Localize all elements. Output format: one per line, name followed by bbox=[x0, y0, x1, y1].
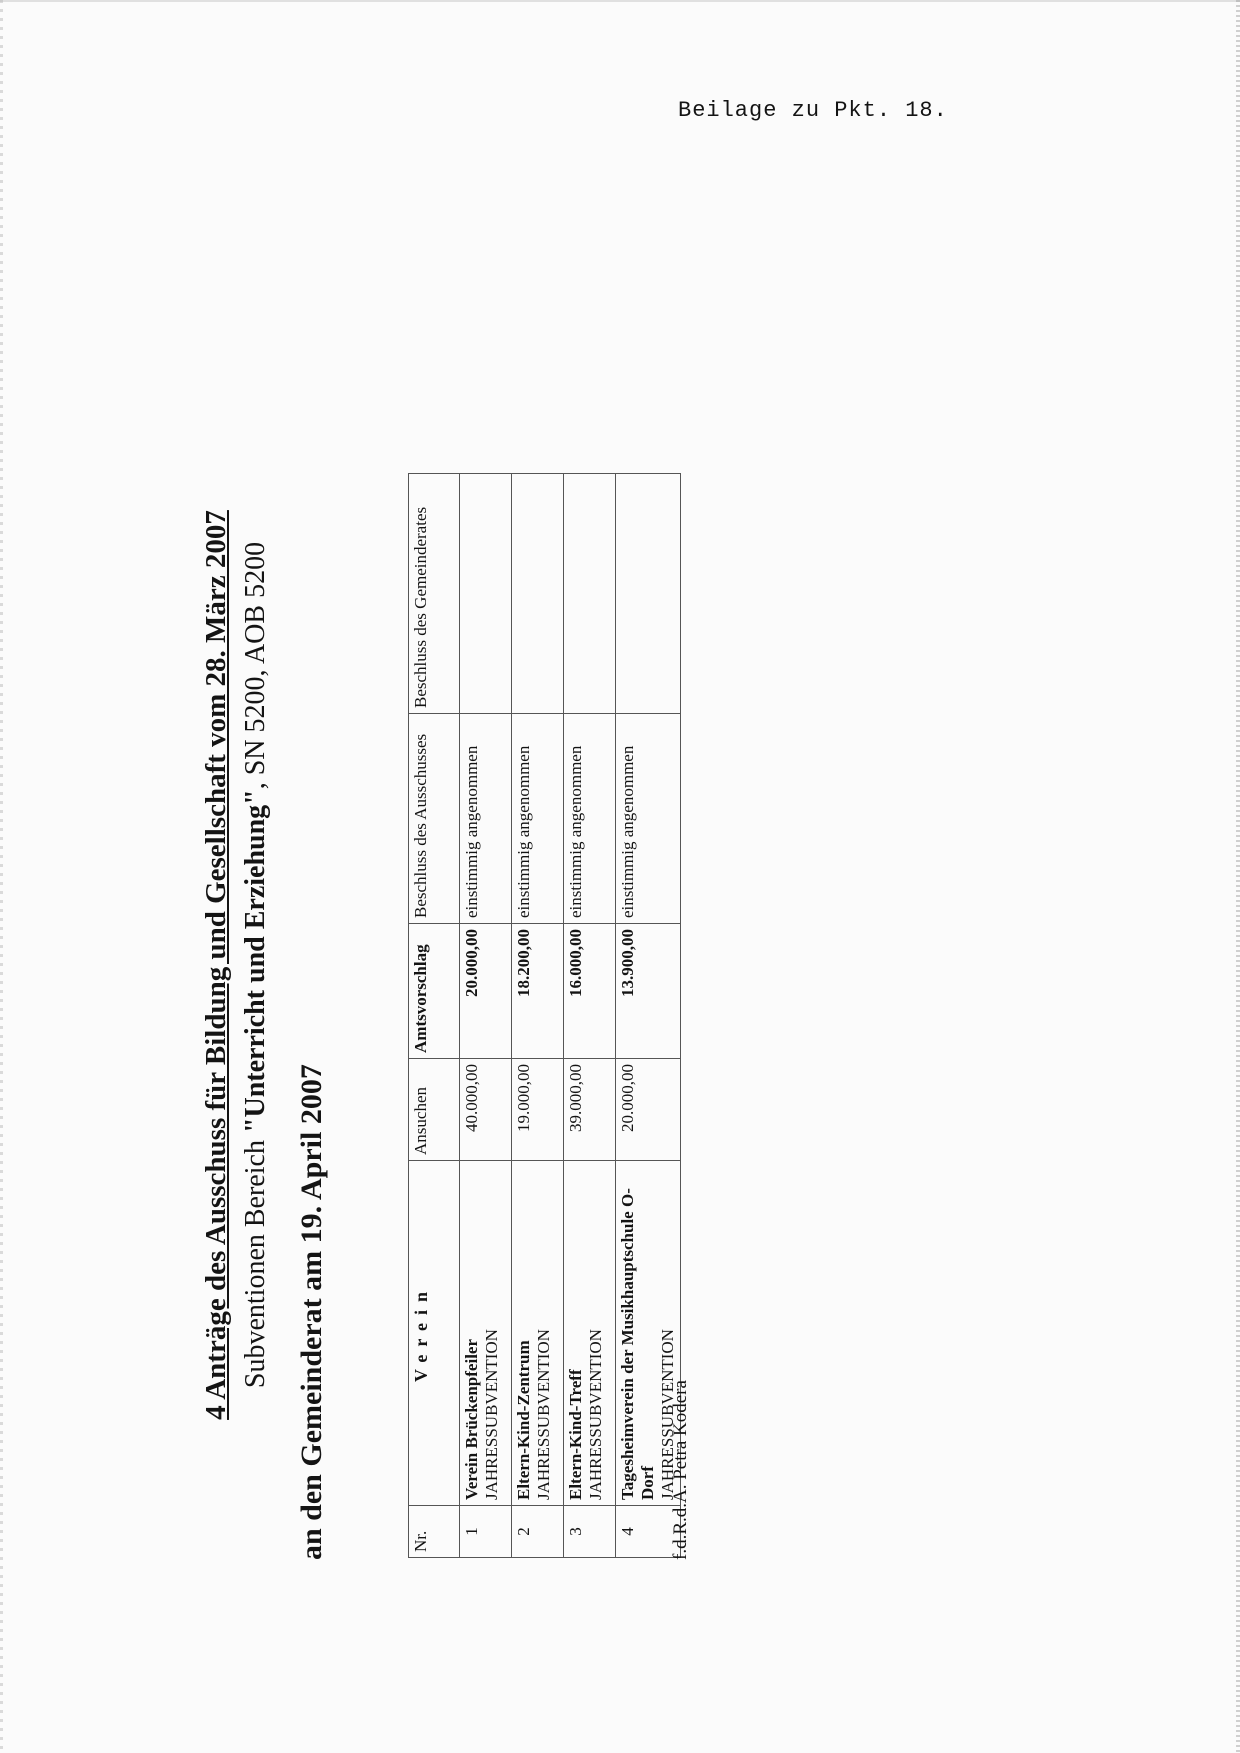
table-row bbox=[512, 474, 564, 1558]
row-beschluss-gemeinderat bbox=[616, 474, 681, 714]
row-verein bbox=[460, 1161, 512, 1506]
header-nr: Nr. bbox=[409, 1506, 460, 1558]
document-title: 4 Anträge des Ausschuss für Bildung und Gesellschaft vom 28. März 2007 bbox=[200, 510, 232, 1420]
table-header-row bbox=[409, 474, 460, 1558]
subvention-type: JAHRESSUBVENTION bbox=[482, 1329, 501, 1500]
subtitle-area: "Unterricht und Erziehung" bbox=[240, 789, 271, 1134]
rotated-page-content bbox=[200, 190, 760, 1570]
row-amtsvorschlag: 18.200,00 bbox=[512, 924, 564, 1059]
row-beschluss-ausschuss: einstimmig angenommen bbox=[512, 714, 564, 924]
verein-name: Eltern-Kind-Treff bbox=[566, 1369, 585, 1500]
document-subtitle bbox=[240, 360, 272, 1570]
row-amtsvorschlag: 13.900,00 bbox=[616, 924, 681, 1059]
row-amtsvorschlag: 16.000,00 bbox=[564, 924, 616, 1059]
row-beschluss-gemeinderat bbox=[512, 474, 564, 714]
subtitle-prefix: Subventionen Bereich bbox=[240, 1133, 271, 1389]
row-beschluss-gemeinderat bbox=[460, 474, 512, 714]
row-ansuchen: 40.000,00 bbox=[460, 1059, 512, 1161]
applications-table bbox=[408, 473, 681, 1558]
header-amtsvorschlag: Amtsvorschlag bbox=[409, 924, 460, 1059]
verein-name: Eltern-Kind-Zentrum bbox=[514, 1340, 533, 1500]
row-amtsvorschlag: 20.000,00 bbox=[460, 924, 512, 1059]
subvention-type: JAHRESSUBVENTION bbox=[534, 1329, 553, 1500]
table-row bbox=[460, 474, 512, 1558]
row-beschluss-ausschuss: einstimmig angenommen bbox=[460, 714, 512, 924]
scan-border-top bbox=[0, 0, 1240, 2]
row-verein bbox=[512, 1161, 564, 1506]
header-ansuchen: Ansuchen bbox=[409, 1059, 460, 1161]
row-ansuchen: 19.000,00 bbox=[512, 1059, 564, 1161]
row-beschluss-ausschuss: einstimmig angenommen bbox=[616, 714, 681, 924]
row-nr: 3 bbox=[564, 1506, 616, 1558]
row-ansuchen: 39.000,00 bbox=[564, 1059, 616, 1161]
subvention-type: JAHRESSUBVENTION bbox=[658, 1329, 677, 1500]
council-date: an den Gemeinderat am 19. April 2007 bbox=[295, 1064, 328, 1560]
row-nr: 2 bbox=[512, 1506, 564, 1558]
subvention-type: JAHRESSUBVENTION bbox=[586, 1329, 605, 1500]
scan-border-left bbox=[0, 0, 3, 1753]
verein-name: Verein Brückenpfeiler bbox=[462, 1338, 481, 1500]
row-beschluss-gemeinderat bbox=[564, 474, 616, 714]
verein-name: Tagesheimverein der Musikhauptschule O-Dorf bbox=[618, 1188, 657, 1500]
row-nr: 4 bbox=[616, 1506, 681, 1558]
row-ansuchen: 20.000,00 bbox=[616, 1059, 681, 1161]
table-row bbox=[564, 474, 616, 1558]
scan-border-right bbox=[1236, 0, 1240, 1753]
attachment-note: Beilage zu Pkt. 18. bbox=[678, 98, 948, 123]
header-beschluss-ausschuss: Beschluss des Ausschusses bbox=[409, 714, 460, 924]
subtitle-suffix: , SN 5200, AOB 5200 bbox=[240, 541, 271, 790]
signature-line: f.d.R.d.A. Petra Kodera bbox=[670, 1380, 691, 1560]
row-beschluss-ausschuss: einstimmig angenommen bbox=[564, 714, 616, 924]
row-verein bbox=[564, 1161, 616, 1506]
header-beschluss-gemeinderat: Beschluss des Gemeinderates bbox=[409, 474, 460, 714]
header-verein: Verein bbox=[409, 1161, 460, 1506]
row-nr: 1 bbox=[460, 1506, 512, 1558]
